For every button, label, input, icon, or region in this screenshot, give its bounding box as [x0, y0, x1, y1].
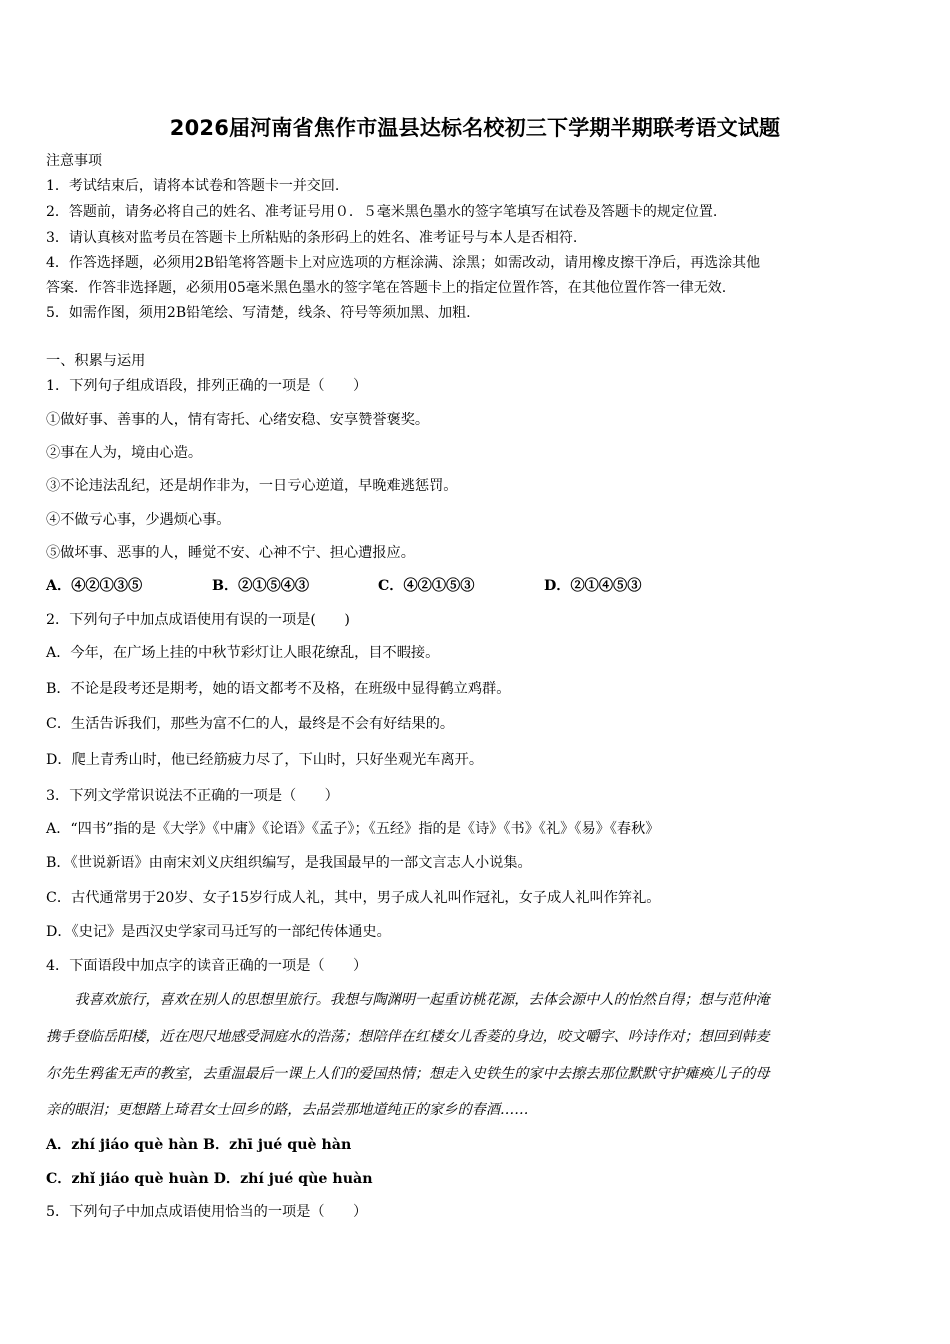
- question-stem: 3．下列文学常识说法不正确的一项是（ ）: [46, 788, 339, 804]
- notice-item: 3．请认真核对监考员在答题卡上所粘贴的条形码上的姓名、准考证号与本人是否相符.: [46, 230, 578, 246]
- notice-item: 4．作答选择题，必须用2B铅笔将答题卡上对应选项的方框涂满、涂黑；如需改动，请用橡皮擦干净后，再选涂其他: [46, 255, 761, 271]
- passage-line: 亲的眼泪；更想踏上琦君女士回乡的路，去品尝那地道纯正的家乡的春酒……: [46, 1102, 529, 1118]
- option-b: B．不论是段考还是期考，她的语文都考不及格，在班级中显得鹤立鸡群。: [46, 681, 511, 697]
- sentence-item: ⑤做坏事、恶事的人，睡觉不安、心神不宁、担心遭报应。: [46, 545, 415, 561]
- option-row: [46, 576, 641, 596]
- option-d: D．②①④⑤③: [544, 578, 642, 594]
- option-b: B．《世说新语》由南宋刘义庆组织编写，是我国最早的一部文言志人小说集。: [46, 855, 532, 871]
- sentence-item: ④不做亏心事，少遇烦心事。: [46, 512, 231, 528]
- question-stem: 4．下面语段中加点字的读音正确的一项是（ ）: [46, 958, 368, 974]
- sentence-item: ②事在人为，境由心造。: [46, 445, 203, 461]
- notice-item: 2．答题前，请务必将自己的姓名、准考证号用０．５毫米黑色墨水的签字笔填写在试卷及答题卡的规定位置.: [46, 204, 718, 220]
- option-a: A．今年，在广场上挂的中秋节彩灯让人眼花缭乱，目不暇接。: [46, 645, 440, 661]
- option-c: C．④②①⑤③: [378, 578, 475, 594]
- section-heading: 一、积累与运用: [46, 353, 146, 369]
- pinyin-options-ab: A．zhí jiáo què hàn B．zhī jué què hàn: [46, 1137, 352, 1153]
- question-stem: 1．下列句子组成语段，排列正确的一项是（ ）: [46, 378, 368, 394]
- notice-item: 1．考试结束后，请将本试卷和答题卡一并交回.: [46, 178, 340, 194]
- option-c: C．古代通常男于20岁、女子15岁行成人礼，其中，男子成人礼叫作冠礼，女子成人礼叫作笄礼。: [46, 890, 661, 906]
- page-title: 2026届河南省焦作市温县达标名校初三下学期半期联考语文试题: [169, 116, 781, 140]
- option-d: D．爬上青秀山时，他已经筋疲力尽了，下山时，只好坐观光车离开。: [46, 752, 484, 768]
- option-a: A．“四书”指的是《大学》《中庸》《论语》《孟子》；《五经》指的是《诗》《书》《礼》《易》《春秋》: [46, 821, 660, 837]
- notice-item: 5．如需作图，须用2B铅笔绘、写清楚，线条、符号等须加黑、加粗.: [46, 305, 471, 321]
- pinyin-options-cd: C．zhǐ jiáo què huàn D．zhí jué qùe huàn: [46, 1171, 373, 1187]
- option-b: B．②①⑤④③: [212, 578, 310, 594]
- question-stem: 2．下列句子中加点成语使用有误的一项是( ): [46, 612, 350, 628]
- notice-heading: 注意事项: [46, 153, 102, 169]
- option-c: C．生活告诉我们，那些为富不仁的人，最终是不会有好结果的。: [46, 716, 455, 732]
- passage-line: 携手登临岳阳楼，近在咫尺地感受洞庭水的浩荡；想陪伴在红楼女儿香菱的身边，咬文嚼字、吟诗作对；想回到韩麦: [46, 1029, 770, 1045]
- passage-line: 我喜欢旅行，喜欢在别人的思想里旅行。我想与陶渊明一起重访桃花源，去体会源中人的怡然自得；想与范仲淹: [46, 992, 770, 1008]
- notice-item: 答案．作答非选择题，必须用05毫米黑色墨水的签字笔在答题卡上的指定位置作答，在其他位置作答一律无效.: [46, 280, 727, 296]
- option-d: D．《史记》是西汉史学家司马迁写的一部纪传体通史。: [46, 924, 391, 940]
- sentence-item: ③不论违法乱纪，还是胡作非为，一日亏心逆道，早晚难逃惩罚。: [46, 478, 458, 494]
- sentence-item: ①做好事、善事的人，情有寄托、心绪安稳、安享赞誉褒奖。: [46, 412, 430, 428]
- question-stem: 5．下列句子中加点成语使用恰当的一项是（ ）: [46, 1204, 368, 1220]
- option-a: A．④②①③⑤: [46, 578, 143, 594]
- passage-line: 尔先生鸦雀无声的教室，去重温最后一课上人们的爱国热情；想走入史铁生的家中去擦去那位默默守护瘫痪儿子的母: [46, 1066, 770, 1082]
